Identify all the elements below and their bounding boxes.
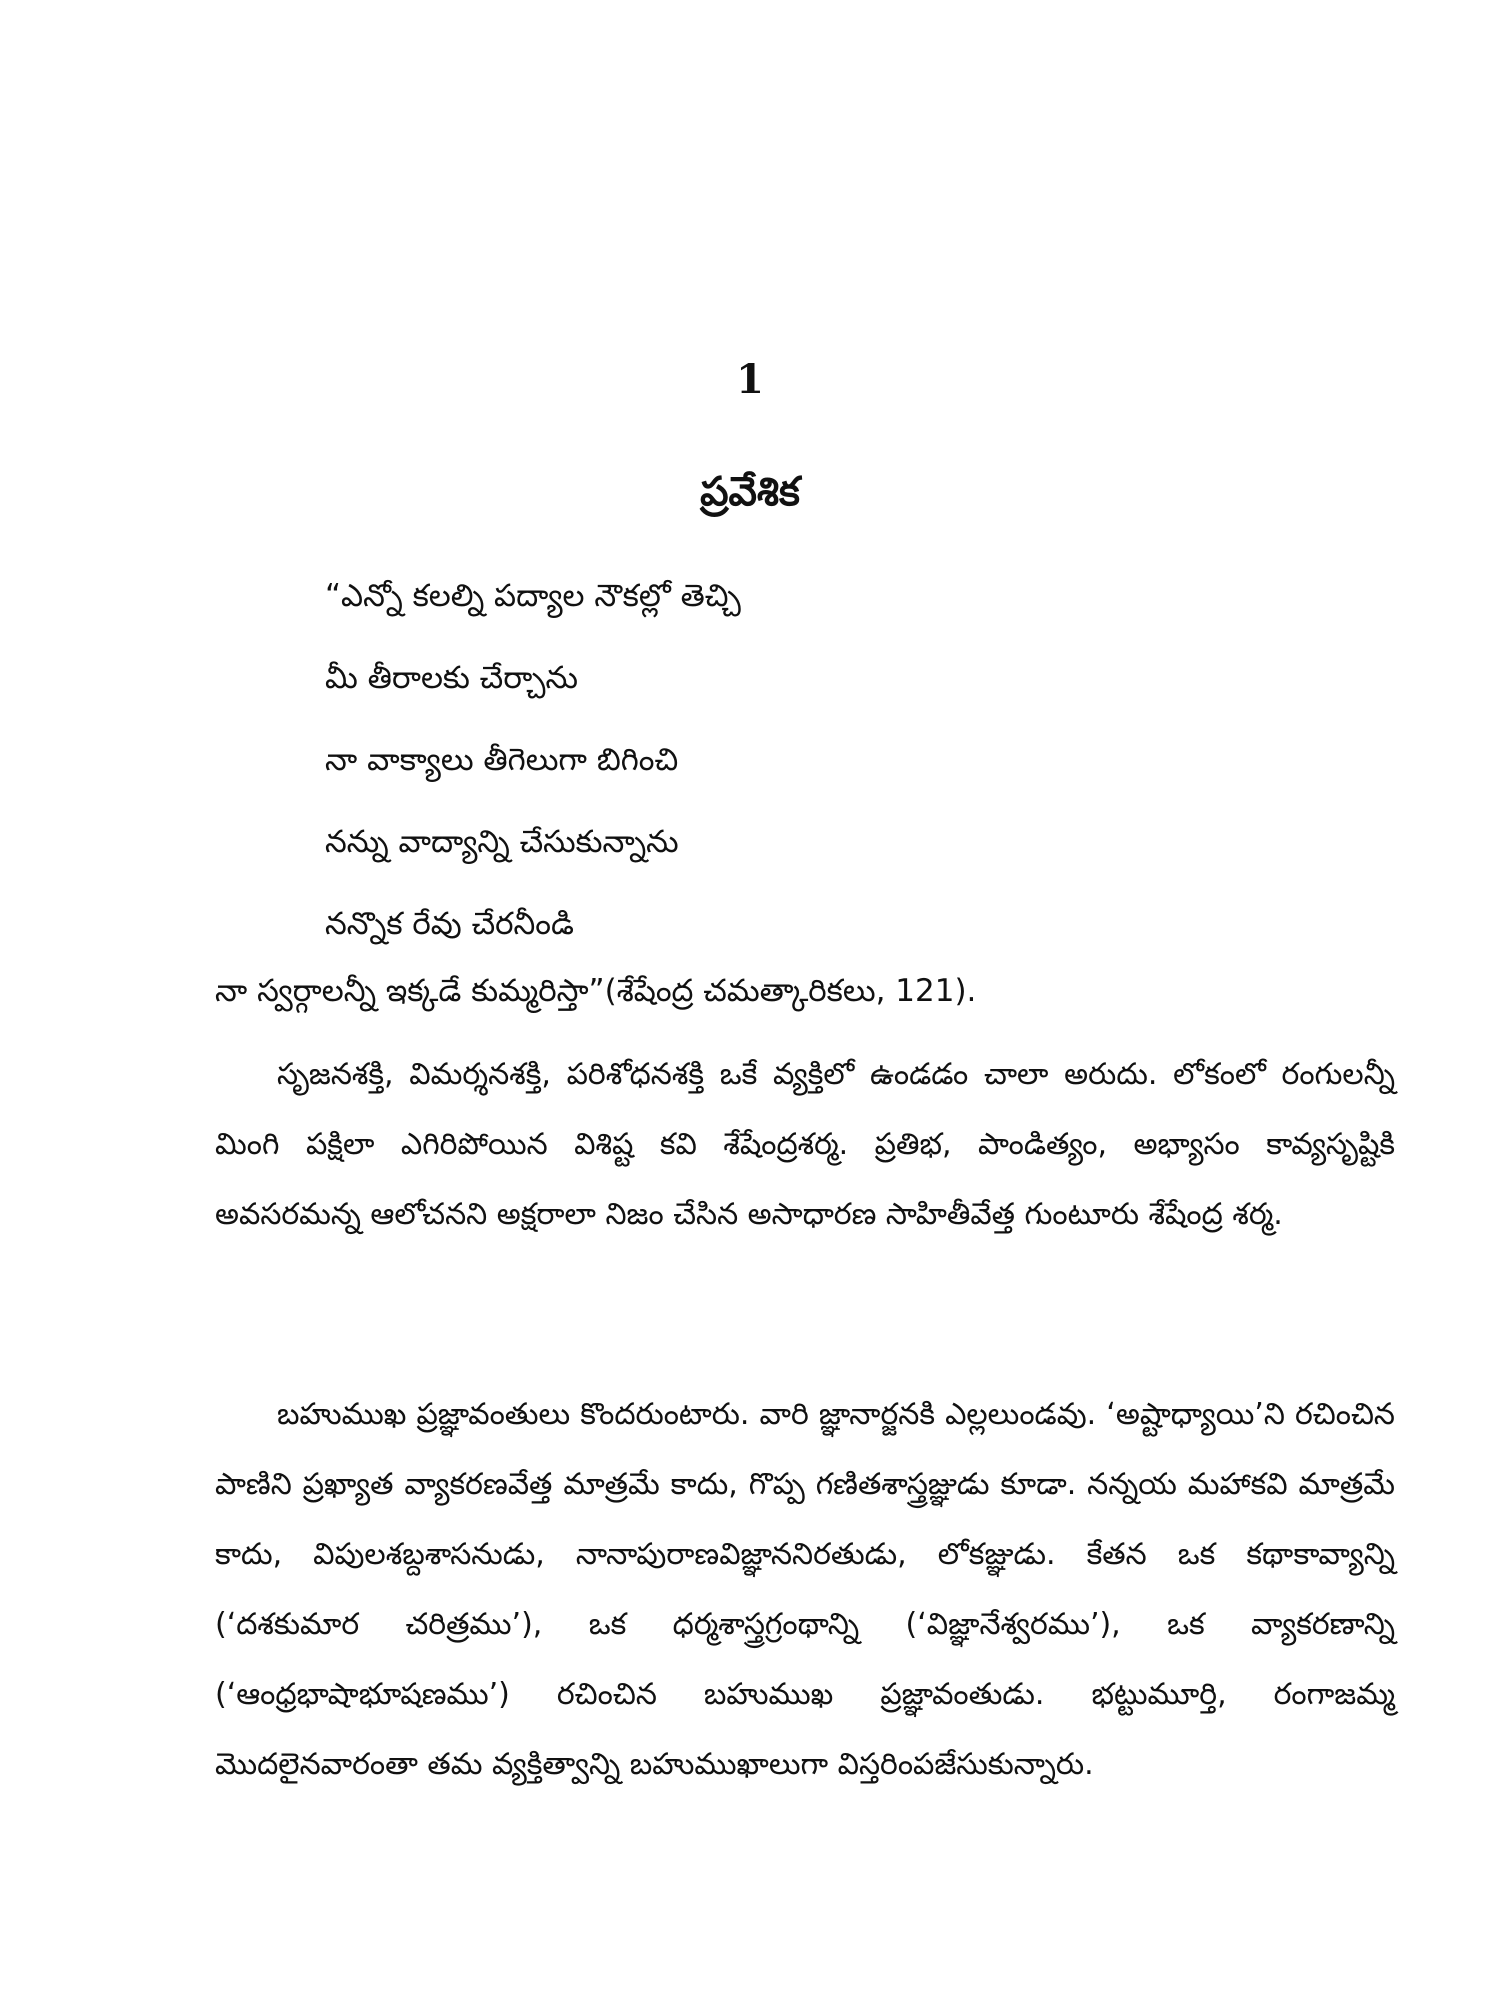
paragraph-text: బహుముఖ ప్రజ్ఞావంతులు కొందరుంటారు. వారి జ్ఞానార్జనకి ఎల్లలుండవు. ‘అష్టాధ్యాయి’ని రచించిన పాణిని ప్రఖ్యాత వ్యాకరణవేత్త మాత్రమే కాదు, గొప్ప గణితశాస్త్రజ్ఞుడు కూడా. నన్నయ మహాకవి మాత్రమే కాదు, విపులశబ్దశాసనుడు, నానాపురాణవిజ్ఞాననిరతుడు, లోకజ్ఞుడు. కేతన ఒక కథాకావ్యాన్ని (‘దశకుమార చరిత్రము’), ఒక ధర్మశాస్త్రగ్రంథాన్ని (‘విజ్ఞానేశ్వరము’), ఒక వ్యాకరణాన్ని (‘ఆంధ్రభాషాభూషణము’) రచించిన బహుముఖ ప్రజ్ఞావంతుడు. భట్టుమూర్తి, రంగాజమ్మ మొదలైనవారంతా తమ వ్యక్తిత్వాన్ని బహుముఖాలుగా విస్తరింపజేసుకున్నారు. [215,1397,1395,1782]
paragraph-text: సృజనశక్తి, విమర్శనశక్తి, పరిశోధనశక్తి ఒకే వ్యక్తిలో ఉండడం చాలా అరుదు. లోకంలో రంగులన్నీ మింగి పక్షిలా ఎగిరిపోయిన విశిష్ట కవి శేషేంద్రశర్మ. ప్రతిభ, పాండిత్యం, అభ్యాసం కావ్యసృష్టికి అవసరమన్న ఆలోచనని అక్షరాలా నిజం చేసిన అసాధారణ సాహితీవేత్త గుంటూరు శేషేంద్ర శర్మ. [215,1057,1395,1232]
body-paragraph [215,1040,1395,1250]
poem-quote [325,565,1225,975]
poem-line: నన్నొక రేవు చేరనీండి [325,906,574,942]
poem-closing-line: నా స్వర్గాలన్నీ ఇక్కడే కుమ్మరిస్తా”(శేషేంద్ర చమత్కారికలు, 121). [215,973,977,1009]
poem-line: మీ తీరాలకు చేర్చాను [325,660,578,696]
chapter-number: 1 [736,356,764,403]
body-paragraph [215,1380,1395,1800]
poem-line: నన్ను వాద్యాన్ని చేసుకున్నాను [325,824,679,860]
poem-line: నా వాక్యాలు తీగెలుగా బిగించి [325,742,679,778]
poem-line: “ఎన్నో కలల్ని పద్యాల నౌకల్లో తెచ్చి [325,578,741,614]
chapter-title: ప్రవేశిక [700,469,800,515]
